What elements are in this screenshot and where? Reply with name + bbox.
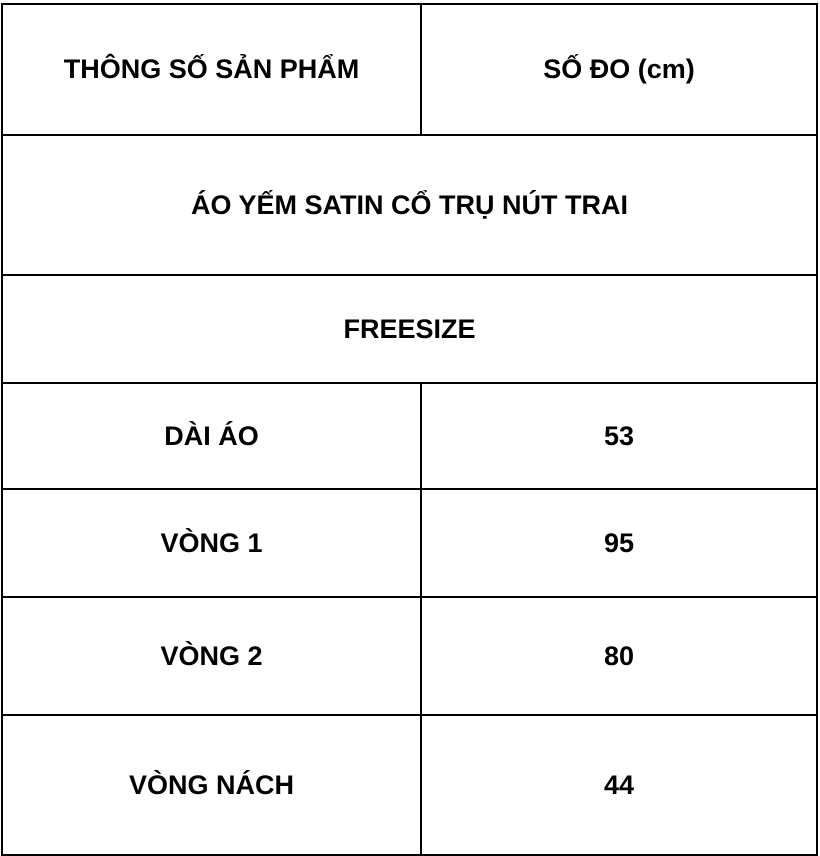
table-row <box>2 597 817 715</box>
measure-header-cell: SỐ ĐO (cm) <box>421 4 817 135</box>
table-row <box>2 715 817 855</box>
row-value-cell: 44 <box>421 715 817 855</box>
row-label-cell: DÀI ÁO <box>2 383 421 489</box>
row-label-cell: VÒNG 2 <box>2 597 421 715</box>
row-value-cell: 53 <box>421 383 817 489</box>
row-label-cell: VÒNG 1 <box>2 489 421 597</box>
size-spec-table <box>1 3 818 856</box>
size-cell: FREESIZE <box>2 275 817 383</box>
product-name-row <box>2 135 817 275</box>
product-name-cell: ÁO YẾM SATIN CỔ TRỤ NÚT TRAI <box>2 135 817 275</box>
table-row <box>2 383 817 489</box>
size-row <box>2 275 817 383</box>
row-value-cell: 80 <box>421 597 817 715</box>
row-label-cell: VÒNG NÁCH <box>2 715 421 855</box>
spec-header-cell: THÔNG SỐ SẢN PHẨM <box>2 4 421 135</box>
row-value-cell: 95 <box>421 489 817 597</box>
table-header-row <box>2 4 817 135</box>
table-row <box>2 489 817 597</box>
